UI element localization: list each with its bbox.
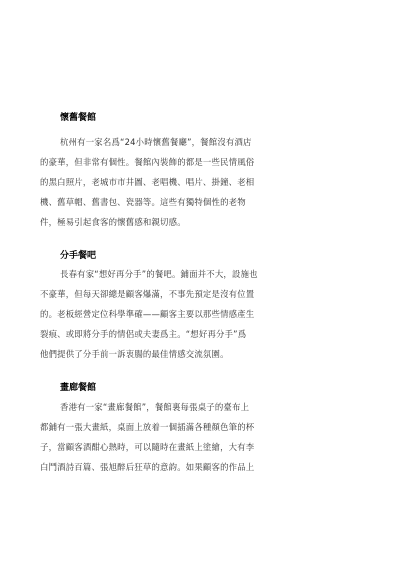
- paragraph-line: 長春有家“想好再分手”的餐吧。鋪面并不大，設施也: [60, 269, 258, 279]
- paragraph-line: 白鬥酒詩百篇、張旭醉后狂草的意韵。如果顧客的作品上: [40, 462, 255, 472]
- paragraph-line: 件，極易引起食客的懷舊感和親切感。: [40, 217, 186, 227]
- section-heading-nostalgic-restaurant: 懷舊餐館: [60, 113, 97, 123]
- paragraph-line: 不豪華，但每天卻總是顧客爆滿，不事先預定是沒有位置: [40, 289, 255, 299]
- paragraph-line: 都鋪有一張大畫紙，桌面上放着一個插滿各種顏色筆的杯: [40, 422, 255, 432]
- paragraph-line: 的。老板經營定位科學準確——顧客主要以那些情感產生: [40, 309, 255, 319]
- section-heading-gallery-restaurant: 畫廊餐館: [60, 383, 97, 393]
- paragraph-line: 裂痕、或即將分手的情侶或夫妻爲主。“想好再分手”爲: [40, 329, 247, 339]
- paragraph-line: 子，當顧客酒酣心熱時，可以隨時在畫紙上塗繪，大有李: [40, 442, 255, 452]
- paragraph-line: 香港有一家“畫廊餐館”，餐館裏每張桌子的臺布上: [60, 402, 250, 412]
- paragraph-line: 的黑白照片，老城市市井圖、老唱機、唱片、掛鐘、老相: [40, 177, 255, 187]
- paragraph-line: 的豪華，但非常有個性。餐館內裝飾的都是一些民情風俗: [40, 157, 255, 167]
- paragraph-line: 杭州有一家名爲“24小時懷舊餐廳”，餐館沒有酒店: [60, 137, 252, 147]
- section-heading-breakup-bar: 分手餐吧: [60, 251, 97, 261]
- paragraph-line: 機、舊草帽、舊書包、瓷器等。這些有獨特個性的老物: [40, 197, 246, 207]
- paragraph-line: 他們提供了分手前一訴衷腸的最佳情感交流氛圍。: [40, 349, 229, 359]
